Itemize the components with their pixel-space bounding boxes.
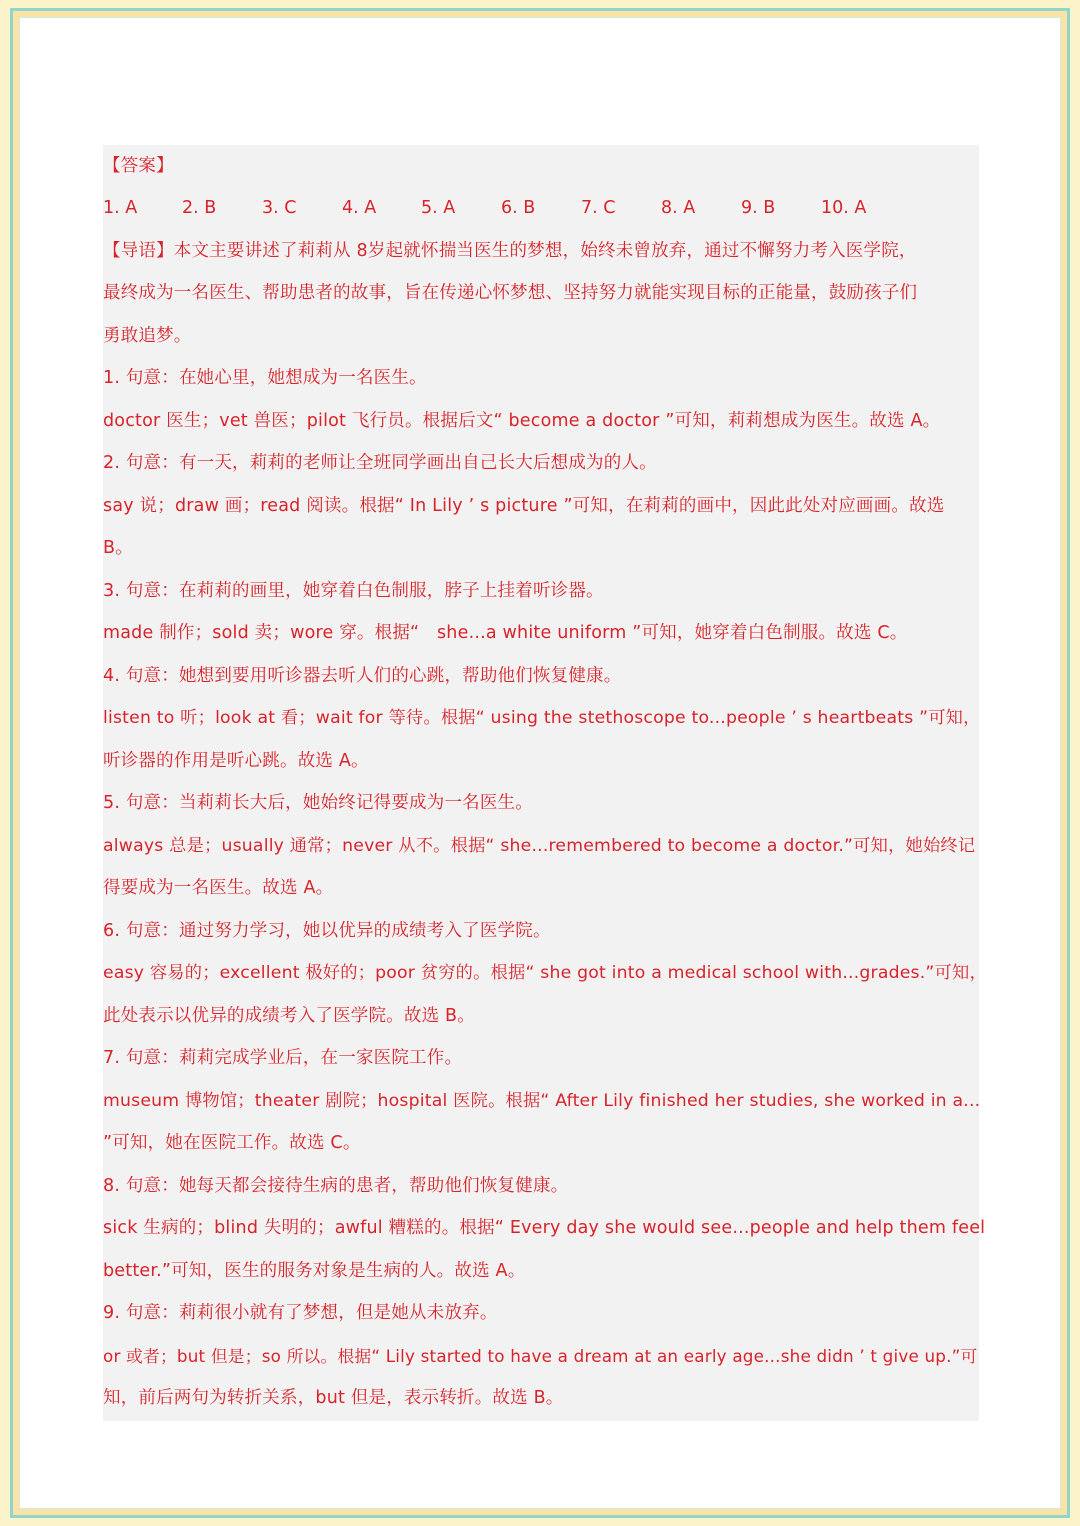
explanation-line: B。 xyxy=(103,538,133,558)
answer-item: 7. C xyxy=(581,198,616,218)
answer-item: 5. A xyxy=(421,198,456,218)
answer-item: 10. A xyxy=(821,198,867,218)
sentence-meaning: 5. 句意：当莉莉长大后，她始终记得要成为一名医生。 xyxy=(103,793,533,813)
answer-item: 8. A xyxy=(661,198,696,218)
sentence-meaning: 1. 句意：在她心里，她想成为一名医生。 xyxy=(103,368,427,388)
explanation-line: museum 博物馆；theater 剧院；hospital 医院。根据“ After Lily finished her studies, she worked in a... xyxy=(103,1091,981,1111)
explanation-line: 知，前后两句为转折关系，but 但是，表示转折。故选 B。 xyxy=(103,1388,564,1408)
sentence-meaning: 8. 句意：她每天都会接待生病的患者，帮助他们恢复健康。 xyxy=(103,1176,569,1196)
explanation-line: 得要成为一名医生。故选 A。 xyxy=(103,878,334,898)
answer-item: 4. A xyxy=(342,198,377,218)
sentence-meaning: 3. 句意：在莉莉的画里，她穿着白色制服，脖子上挂着听诊器。 xyxy=(103,581,604,601)
explanation-line: ”可知，她在医院工作。故选 C。 xyxy=(103,1133,361,1153)
sentence-meaning: 6. 句意：通过努力学习，她以优异的成绩考入了医学院。 xyxy=(103,921,551,941)
explanation-line: sick 生病的；blind 失明的；awful 糟糕的。根据“ Every day she would see...people and help them feel xyxy=(103,1218,986,1238)
answer-heading: 【答案】 xyxy=(103,156,174,176)
answer-item: 3. C xyxy=(262,198,297,218)
explanation-line: made 制作；sold 卖；wore 穿。根据“ she...a white uniform ”可知，她穿着白色制服。故选 C。 xyxy=(103,623,908,643)
explanation-line: listen to 听；look at 看；wait for 等待。根据“ using the stethoscope to...people ’ s heartbeats ”可知， xyxy=(103,708,981,728)
sentence-meaning: 7. 句意：莉莉完成学业后，在一家医院工作。 xyxy=(103,1048,463,1068)
answer-item: 9. B xyxy=(741,198,776,218)
explanation-line: always 总是；usually 通常；never 从不。根据“ she...remembered to become a doctor.”可知，她始终记 xyxy=(103,836,976,856)
sentence-meaning: 4. 句意：她想到要用听诊器去听人们的心跳，帮助他们恢复健康。 xyxy=(103,666,622,686)
answer-item: 2. B xyxy=(182,198,217,218)
explanation-line: 此处表示以优异的成绩考入了医学院。故选 B。 xyxy=(103,1006,475,1026)
explanation-line: 听诊器的作用是听心跳。故选 A。 xyxy=(103,751,369,771)
explanation-line: or 或者；but 但是；so 所以。根据“ Lily started to have a dream at an early age...she didn ’ t give up.”可 xyxy=(103,1346,978,1366)
answer-item: 1. A xyxy=(103,198,138,218)
intro-line: 勇敢追梦。 xyxy=(103,326,192,346)
answer-key-row xyxy=(103,187,979,229)
answer-content xyxy=(103,145,987,1421)
intro-line: 最终成为一名医生、帮助患者的故事，旨在传递心怀梦想、坚持努力就能实现目标的正能量，鼓励孩子们 xyxy=(103,283,918,303)
explanation-line: easy 容易的；excellent 极好的；poor 贫穷的。根据“ she got into a medical school with...grades.”可知， xyxy=(103,963,987,983)
intro-line: 【导语】本文主要讲述了莉莉从 8岁起就怀揣当医生的梦想，始终未曾放弃，通过不懈努力考入医学院， xyxy=(103,241,917,261)
sentence-meaning: 2. 句意：有一天，莉莉的老师让全班同学画出自己长大后想成为的人。 xyxy=(103,453,657,473)
explanation-line: better.”可知，医生的服务对象是生病的人。故选 A。 xyxy=(103,1261,526,1281)
explanation-line: say 说；draw 画；read 阅读。根据“ In Lily ’ s picture ”可知，在莉莉的画中，因此此处对应画画。故选 xyxy=(103,496,945,516)
answer-item: 6. B xyxy=(501,198,536,218)
explanation-line: doctor 医生；vet 兽医；pilot 飞行员。根据后文“ become a doctor ”可知，莉莉想成为医生。故选 A。 xyxy=(103,411,941,431)
sentence-meaning: 9. 句意：莉莉很小就有了梦想，但是她从未放弃。 xyxy=(103,1303,498,1323)
